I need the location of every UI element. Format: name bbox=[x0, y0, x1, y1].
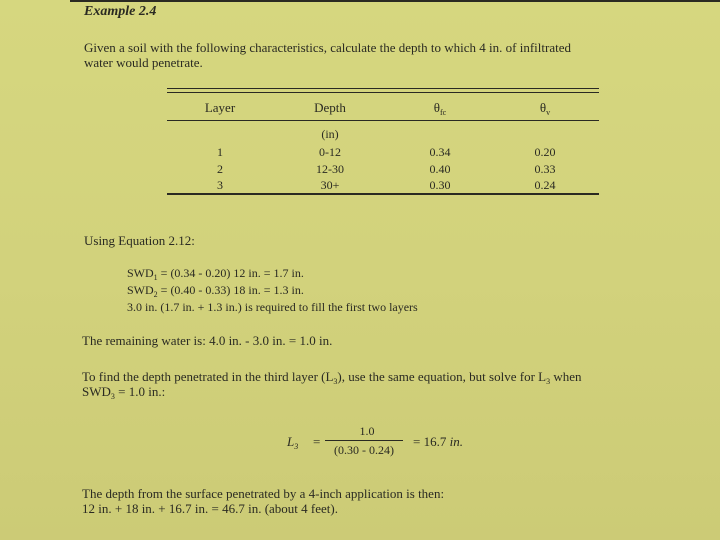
calc-line-3: 3.0 in. (1.7 in. + 1.3 in.) is required to fill the first two layers bbox=[127, 300, 418, 314]
equation-equals: = bbox=[313, 434, 321, 449]
fraction-bar bbox=[325, 440, 403, 441]
table-cell: 0.20 bbox=[534, 145, 556, 159]
table-cell: 0.33 bbox=[534, 162, 556, 176]
conclusion-line-1: The depth from the surface penetrated by a 4-inch application is then: bbox=[82, 486, 445, 501]
table-top-rule-2 bbox=[167, 92, 599, 93]
header-depth: Depth bbox=[314, 100, 346, 115]
table-cell: 0.24 bbox=[534, 178, 556, 192]
table-cell: 12-30 bbox=[316, 162, 344, 176]
header-theta-v: $\theta_v$ bbox=[539, 100, 551, 117]
using-equation-text: Using Equation 2.12: bbox=[84, 233, 195, 248]
table-cell: 3 bbox=[217, 178, 223, 192]
calc-line-1: $SWD_1 = (0.34 - 0.20)$ 12 in. = 1.7 in. bbox=[127, 266, 304, 282]
table-bottom-rule bbox=[167, 193, 599, 195]
equation-lhs: $L_3$ bbox=[287, 434, 299, 451]
table-cell: 0.34 bbox=[429, 145, 451, 159]
depth-unit: (in) bbox=[321, 127, 339, 141]
table-header-rule bbox=[167, 120, 599, 121]
equation-numerator: 1.0 bbox=[359, 424, 375, 438]
table-cell: 0.30 bbox=[429, 178, 451, 192]
equation-result: = 16.7 in. bbox=[413, 434, 463, 449]
table-cell: 30+ bbox=[320, 178, 340, 192]
table-cell: 1 bbox=[217, 145, 223, 159]
equation-denominator: (0.30 - 0.24) bbox=[334, 443, 394, 457]
table-cell: 0-12 bbox=[319, 145, 341, 159]
conclusion-line-2: 12 in. + 18 in. + 16.7 in. = 46.7 in. (about 4 feet). bbox=[82, 501, 338, 516]
header-layer: Layer bbox=[204, 100, 236, 115]
intro-text-line-1: Given a soil with the following characteristics, calculate the depth to which 4 in. of infiltrated bbox=[84, 40, 571, 55]
header-theta-fc: $\theta_{fc}$ bbox=[433, 100, 447, 117]
example-title: Example 2.4 bbox=[84, 4, 157, 19]
intro-text-line-2: water would penetrate. bbox=[84, 55, 203, 70]
find-text-line-1: To find the depth penetrated in the third layer $(L_3)$, use the same equation, but solve for $L_3$ when bbox=[82, 369, 582, 386]
find-text-line-2: $SWD_3 = 1.0$ in.: bbox=[82, 384, 166, 401]
calc-line-2: $SWD_2 = (0.40 - 0.33)$ 18 in. = 1.3 in. bbox=[127, 283, 304, 299]
remaining-water-text: The remaining water is: 4.0 in. - 3.0 in. = 1.0 in. bbox=[82, 333, 333, 348]
top-rule bbox=[70, 0, 720, 2]
table-cell: 0.40 bbox=[429, 162, 451, 176]
table-cell: 2 bbox=[217, 162, 223, 176]
table-top-rule bbox=[167, 88, 599, 89]
